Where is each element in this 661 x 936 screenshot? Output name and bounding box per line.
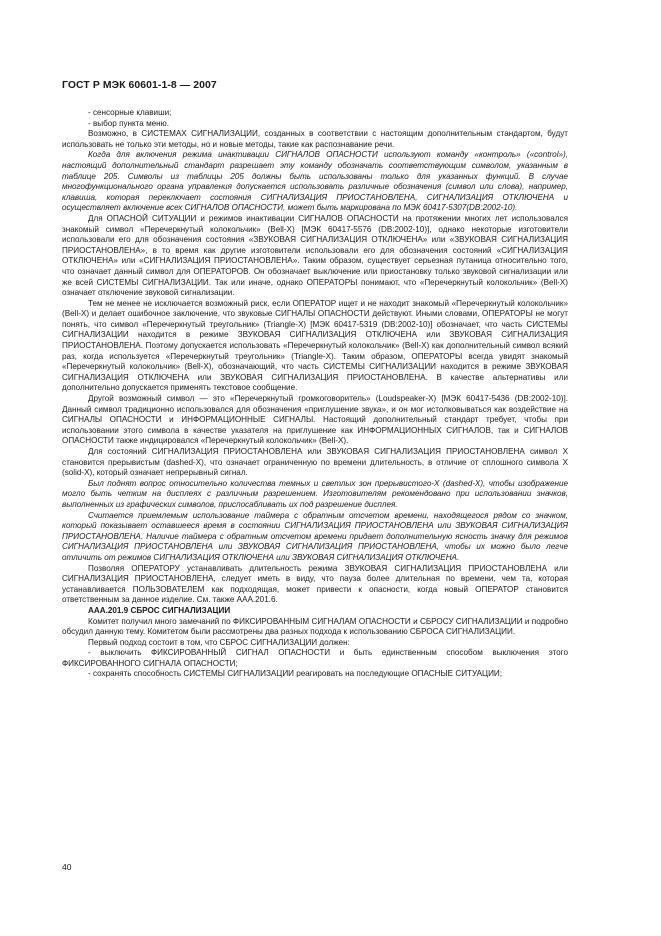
paragraph: Комитет получил много замечаний по ФИКСИРОВАННЫМ СИГНАЛАМ ОПАСНОСТИ и СБРОСУ СИГНАЛИЗАЦИИ и подробно обсудил данную тему. Комитетом были рассмотрены два разных подхода к использованию СБРОСА СИГНАЛИЗАЦИИ.: [62, 616, 568, 637]
italic-paragraph: Когда для включения режима инактивации СИГНАЛОВ ОПАСНОСТИ используют команду «контроль» («control»), настоящий дополнительный стандарт разрешает эту команду обозначать соответствующим символом, указанным в таблице 205. Символы из таблицы 205 должны быть использованы только для указанных функций. В случае многофункционального органа управления допускается использовать различные обозначения (символ или слова), например, клавиша, которая переключает состояния СИГНАЛИЗАЦИЯ ПРИОСТАНОВЛЕНА, СИГНАЛИЗАЦИЯ ОТКЛЮЧЕНА и осуществляет включение всех СИГНАЛОВ ОПАСНОСТИ, может быть маркирована по МЭК 60417-5307(DB:2002-10).: [62, 150, 568, 213]
italic-paragraph: Считается приемлемым использование таймера с обратным отсчетом времени, находящегося рядом со значком, который показывает оставшееся время в состоянии СИГНАЛИЗАЦИЯ ПРИОСТАНОВЛЕНА или ЗВУКОВАЯ СИГНАЛИЗАЦИЯ ПРИОСТАНОВЛЕНА. Наличие таймера с обратным отсчетом времени придает дополнительную ясность значку для режимов СИГНАЛИЗАЦИЯ ПРИОСТАНОВЛЕНА или ЗВУКОВАЯ СИГНАЛИЗАЦИЯ ПРИОСТАНОВЛЕНА, чтобы их можно было легче отличить от режимов СИГНАЛИЗАЦИЯ ОТКЛЮЧЕНА или ЗВУКОВАЯ СИГНАЛИЗАЦИЯ ОТКЛЮЧЕНА.: [62, 510, 568, 562]
list-item: - выключить ФИКСИРОВАННЫЙ СИГНАЛ ОПАСНОСТИ и быть единственным способом выключения этого ФИКСИРОВАННОГО СИГНАЛА ОПАСНОСТИ;: [62, 648, 568, 668]
italic-paragraph: Был поднят вопрос относительно количества темных и светлых зон прерывистого-X (dashed-X), чтобы изображение могло быть четким на дисплеях с различным разрешением. Изготовителям рекомендовано при использовании значков, выполненных из графических символов, приспосабливать их под разрешение дисплея.: [62, 478, 568, 509]
page-number: 40: [62, 862, 72, 872]
paragraph: Для ОПАСНОЙ СИТУАЦИИ и режимов инактивации СИГНАЛОВ ОПАСНОСТИ на протяжении многих лет использовался знакомый символ «Перечеркнутый колокольчик» (Bell-X) [МЭК 60417-5576 (DB:2002-10)], однако некоторые изготовители использовали его для обозначения состояния «ЗВУКОВАЯ СИГНАЛИЗАЦИЯ ОТКЛЮЧЕНА» или «ЗВУКОВАЯ СИГНАЛИЗАЦИЯ ПРИОСТАНОВЛЕНА», в то время как другие изготовители использовали его для обозначения состояний «СИГНАЛИЗАЦИЯ ОТКЛЮЧЕНА» или «СИГНАЛИЗАЦИЯ ПРИОСТАНОВЛЕНА». Таким образом, существует серьезная путаница относительно того, что означает данный символ для ОПЕРАТОРОВ. Он обозначает выключение или приостановку только звуковой сигнализации или же всей СИСТЕМЫ СИГНАЛИЗАЦИИ. Так или иначе, однако ОПЕРАТОРЫ понимают, что «Перечеркнутый колокольчик» (Bell-X) означает отключение звуковой сигнализации.: [62, 213, 568, 298]
document-header: ГОСТ Р МЭК 60601-1-8 — 2007: [62, 80, 217, 91]
paragraph: Другой возможный символ — это «Перечеркнутый громкоговоритель» (Loudspeaker-X) [МЭК 60417-5436 (DB:2002-10)]. Данный символ традиционно использовался для обозначения «приглушение звука», и он мог истолковываться как воздействие на СИГНАЛЫ ОПАСНОСТИ и ИНФОРМАЦИОННЫЕ СИГНАЛЫ. Настоящий дополнительный стандарт требует, чтобы при использовании этого символа в качестве указателя на приглушение как ИНФОРМАЦИОННЫХ СИГНАЛОВ, так и СИГНАЛОВ ОПАСНОСТИ также индицировался «Перечеркнутый колокольчик» (Bell-X).: [62, 394, 568, 446]
list-item: - сохранять способность СИСТЕМЫ СИГНАЛИЗАЦИИ реагировать на последующие ОПАСНЫЕ СИТУАЦИИ;: [88, 669, 503, 679]
section-heading: ААА.201.9 СБРОС СИГНАЛИЗАЦИИ: [88, 605, 231, 615]
paragraph: Позволяя ОПЕРАТОРУ устанавливать длительность режима ЗВУКОВАЯ СИГНАЛИЗАЦИЯ ПРИОСТАНОВЛЕНА или СИГНАЛИЗАЦИЯ ПРИОСТАНОВЛЕНА, следует иметь в виду, что пауза более длительная по времени, чем та, которая устанавливается ПОЛЬЗОВАТЕЛЕМ как подходящая, может привести к опасности, когда новый ОПЕРАТОР становится ответственным за данное изделие. См. также ААА.201.6.: [62, 563, 568, 605]
paragraph: Возможно, в СИСТЕМАХ СИГНАЛИЗАЦИИ, созданных в соответствии с настоящим дополнительным стандартом, будут использовать не только эти методы, но и новые методы, такие как распознавание речи.: [62, 129, 568, 149]
paragraph: Первый подход состоит в том, что СБРОС СИГНАЛИЗАЦИИ должен:: [88, 637, 350, 647]
paragraph: Тем не менее не исключается возможный риск, если ОПЕРАТОР ищет и не находит знакомый «Перечеркнутый колокольчик» (Bell-X) и делает ошибочное заключение, что звуковые СИГНАЛЫ ОПАСНОСТИ действуют. Иными словами, ОПЕРАТОРЫ не могут понять, что символ «Перечеркнутый треугольник» (Triangle-X) [МЭК 60417-5319 (DB:2002-10)] обозначает, что часть СИСТЕМЫ СИГНАЛИЗАЦИИ находится в режиме ЗВУКОВАЯ СИГНАЛИЗАЦИЯ ОТКЛЮЧЕНА или ЗВУКОВАЯ СИГНАЛИЗАЦИЯ ПРИОСТАНОВЛЕНА. Поэтому допускается использовать «Перечеркнутый колокольчик» (Bell-X) как дополнительный символ всякий раз, когда используется «Перечеркнутый треугольник» (Triangle-X). Таким образом, ОПЕРАТОРЫ всегда увидят знакомый «Перечеркнутый колокольчик» (Bell-X), обозначающий, что часть СИСТЕМЫ СИГНАЛИЗАЦИИ находится в режиме ЗВУКОВАЯ СИГНАЛИЗАЦИЯ ОТКЛЮЧЕНА или ЗВУКОВАЯ СИГНАЛИЗАЦИЯ ПРИОСТАНОВЛЕНА. В качестве альтернативы или дополнительно допускается применять текстовое сообщение.: [62, 298, 568, 393]
list-item: - выбор пункта меню.: [88, 118, 170, 128]
list-item: - сенсорные клавиши;: [88, 108, 172, 117]
paragraph: Для состояний СИГНАЛИЗАЦИЯ ПРИОСТАНОВЛЕНА или ЗВУКОВАЯ СИГНАЛИЗАЦИЯ ПРИОСТАНОВЛЕНА символ X становится прерывистым (dashed-X), что означает ограниченную по времени длительность, в отличие от сплошного символа X (solid-X), который означает непрерывный сигнал.: [62, 447, 568, 478]
document-body: [62, 108, 568, 680]
